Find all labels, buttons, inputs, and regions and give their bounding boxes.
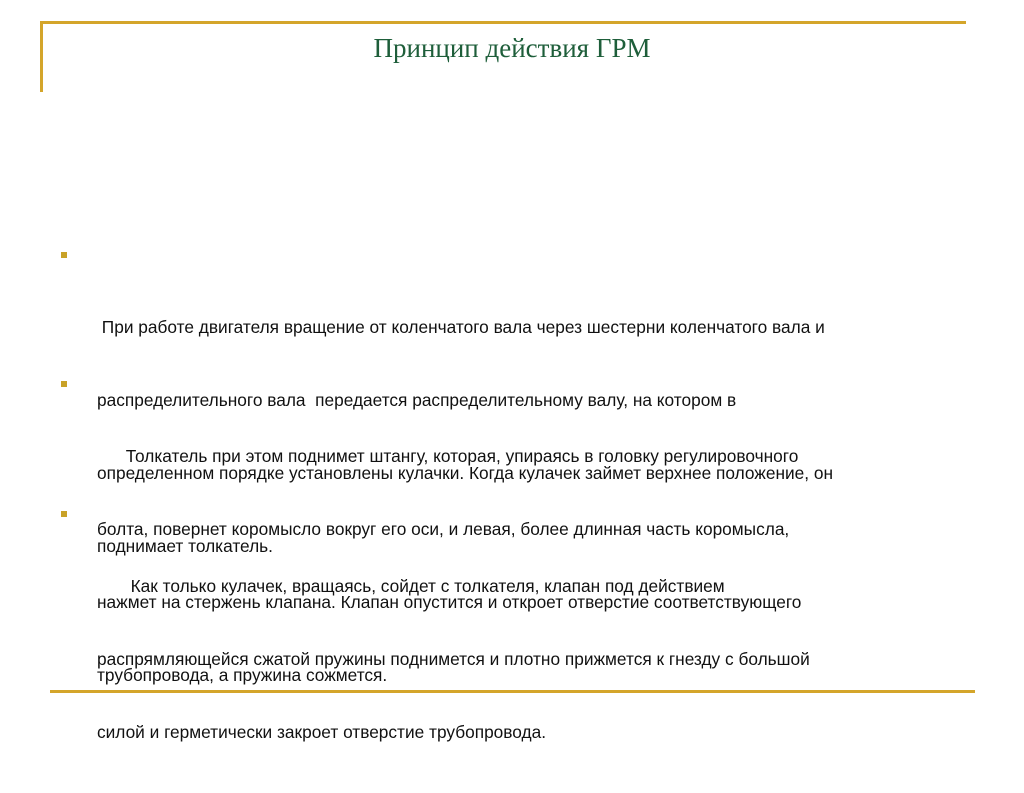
bullet-line: Как только кулачек, вращаясь, сойдет с толкателя, клапан под действием [97,575,725,596]
slide-title: Принцип действия ГРМ [373,33,651,63]
square-bullet-icon [61,511,67,517]
square-bullet-icon [61,381,67,387]
bullet-line: нажмет на стержень клапана. Клапан опустится и откроет отверстие соответствующего [97,591,802,612]
bullet-line: силой и герметически закроет отверстие трубопровода. [97,721,547,742]
bullet-line: распрямляющейся сжатой пружины поднимется и плотно прижмется к гнезду с большой [97,648,810,669]
bullet-line: определенном порядке установлены кулачки. Когда кулачек займет верхнее положение, он [97,462,834,483]
bullet-line: поднимает толкатель. [97,535,273,556]
bullet-line: распределительного вала передается распределительному валу, на котором в [97,389,737,410]
bottom-accent-rule [50,690,975,693]
bullet-line: болта, повернет коромысло вокруг его оси, и левая, более длинная часть коромысла, [97,518,790,539]
square-bullet-icon [61,252,67,258]
top-accent-rule [40,21,966,24]
bullet-line: трубопровода, а пружина сожмется. [97,664,388,685]
bullet-line: Толкатель при этом поднимет штангу, которая, упираясь в головку регулировочного [97,445,799,466]
bullet-line: При работе двигателя вращение от коленчатого вала через шестерни коленчатого вала и [97,316,825,337]
bullet-item-3 [97,501,967,793]
